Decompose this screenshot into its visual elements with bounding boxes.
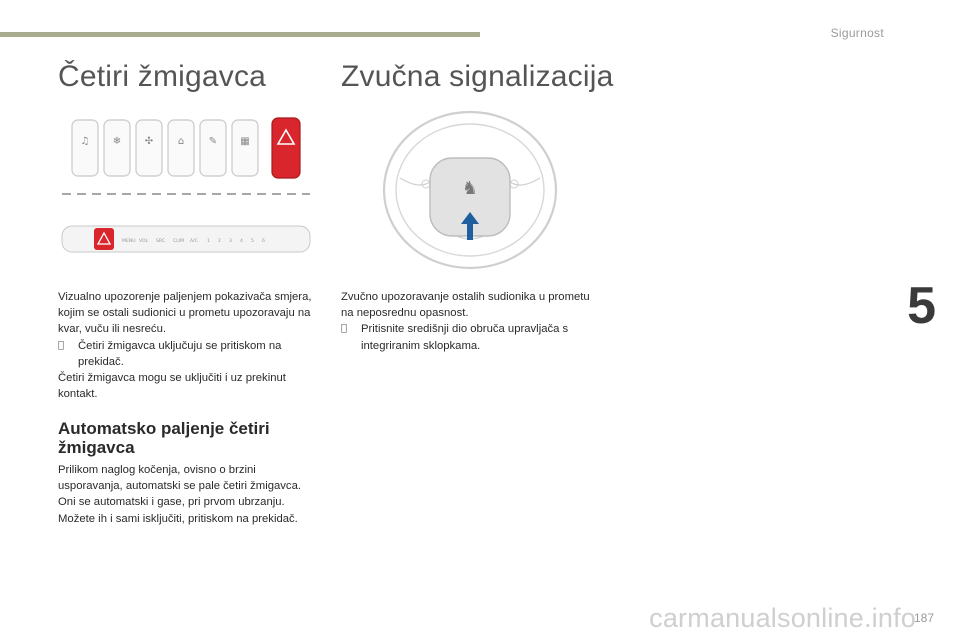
svg-text:✣: ✣ [144, 136, 154, 147]
console-label: VOL [139, 239, 149, 244]
hazard-switch-illustration [58, 112, 314, 260]
switch-button [232, 120, 258, 176]
hazard-paragraph: Vizualno upozorenje paljenjem pokazivača smjera, kojim se ostali sudionici u prometu upozoravaju na kvar, vuču ili nesreću. [58, 291, 312, 336]
switch-row [72, 118, 300, 178]
page-number: 187 [913, 611, 934, 625]
hazard-switch-button [272, 118, 300, 178]
svg-text:✎: ✎ [208, 136, 218, 147]
lion-logo-icon: ♞ [461, 178, 479, 199]
switch-button [168, 120, 194, 176]
console-label: 4 [240, 239, 243, 244]
switch-button [104, 120, 130, 176]
console-label: A/C [190, 239, 198, 244]
console-label: SRC [156, 239, 166, 244]
console-label: 6 [262, 239, 265, 244]
hazard-paragraph: Četiri žmigavca mogu se uključiti i uz prekinut kontakt. [58, 372, 286, 401]
auto-paragraph: Prilikom naglog kočenja, ovisno o brzini usporavanja, automatski se pale četiri žmigavca. Oni se automatski i gase, pri prvom ubrzanju. [58, 464, 301, 509]
horn-bullet-text: Pritisnite središnji dio obruča upravljača s integriranim sklopkama. [361, 323, 569, 352]
console-label: MENU [122, 239, 136, 244]
switch-button [136, 120, 162, 176]
auto-hazard-heading: Automatsko paljenje četiri žmigavca [58, 419, 270, 457]
console-label: 2 [218, 239, 221, 244]
bullet-mark-icon [58, 338, 78, 370]
horn-description [341, 289, 603, 354]
header-accent-bar [0, 32, 480, 37]
console-label: CLIM [173, 239, 185, 244]
console-panel [62, 226, 310, 252]
steering-wheel [384, 112, 556, 268]
console-label: 3 [229, 239, 232, 244]
auto-hazard-description [58, 462, 320, 527]
switch-button [72, 120, 98, 176]
svg-text:⌂: ⌂ [177, 136, 185, 147]
chapter-number: 5 [907, 277, 936, 335]
horn-title: Zvučna signalizacija [341, 60, 614, 93]
horn-paragraph: Zvučno upozoravanje ostalih sudionika u prometu na neposrednu opasnost. [341, 291, 590, 320]
horn-bullet [341, 321, 603, 353]
steering-wheel-illustration [380, 108, 560, 273]
console-label: 1 [207, 239, 210, 244]
hazard-console-button [94, 228, 114, 250]
section-label: Sigurnost [830, 26, 884, 40]
bullet-mark-icon [341, 321, 361, 353]
hazard-bullet-text: Četiri žmigavca uključuju se pritiskom na prekidač. [78, 339, 282, 368]
switch-button [200, 120, 226, 176]
svg-text:▦: ▦ [240, 136, 250, 147]
svg-text:♫: ♫ [80, 136, 90, 147]
hazard-bullet [58, 338, 320, 370]
hazard-title: Četiri žmigavca [58, 60, 267, 93]
console-label: 5 [251, 239, 254, 244]
auto-paragraph: Možete ih i sami isključiti, pritiskom na prekidač. [58, 512, 298, 525]
watermark: carmanualsonline.info [649, 603, 916, 633]
svg-text:❄: ❄ [112, 136, 122, 147]
hazard-description [58, 289, 320, 402]
